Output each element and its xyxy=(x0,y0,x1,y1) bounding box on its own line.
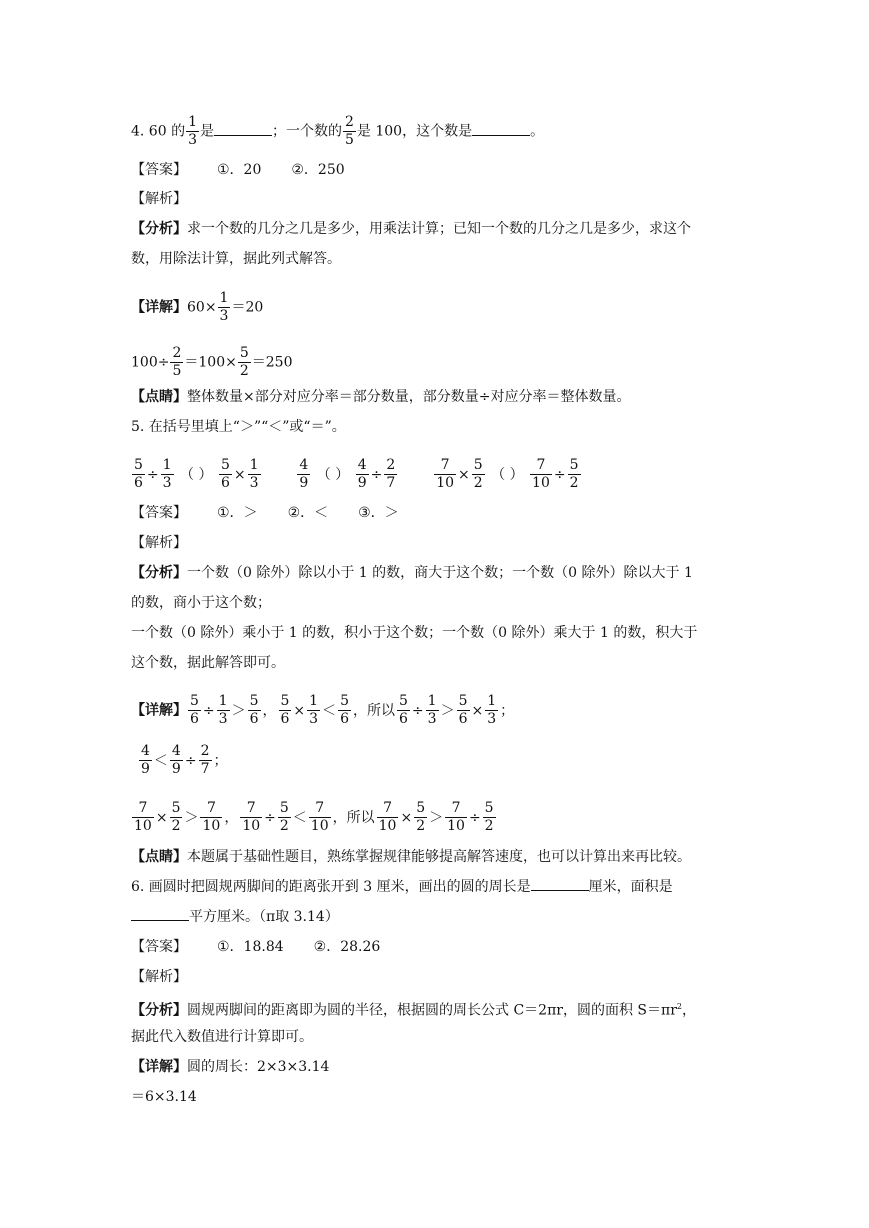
q5-problems: $\frac{5}{6}$ ÷ $\frac{1}{3}$ （ ） $\frac{5}{6}$ × $\frac{1}{3}$ $\frac{4}{9}$ （ ） $\frac{4}{9}$ ÷ $\frac{2}{7}$ $\frac{7}{10}$ × $\frac{5}{2}$ （ ） $\frac{7}{10}$ ÷ $\frac{5}{2}$ xyxy=(134,457,579,491)
compare-paren[interactable]: （ ） xyxy=(316,466,350,483)
answer-blank[interactable] xyxy=(214,123,272,136)
q4-dianjing: 【点睛】整体数量×部分对应分率＝部分数量，部分数量÷对应分率＝整体数量。 xyxy=(131,389,631,405)
q6-fenxi-2: 据此代入数值进行计算即可。 xyxy=(131,1029,313,1045)
q4-answer: 【答案】 ①．20 ②．250 xyxy=(131,162,345,178)
q4-xiangjie-2: 100÷ $\frac{2}{5}$ ＝100× $\frac{5}{2}$ ＝250 xyxy=(131,345,293,379)
fraction: $\frac{2}{5}$ xyxy=(345,114,354,148)
q4-prefix: 4. 60 的 xyxy=(131,123,186,140)
q6-answer: 【答案】 ①．18.84 ②．28.26 xyxy=(131,939,381,955)
q5-fenxi-3: 一个数（0 除外）乘小于 1 的数，积小于这个数；一个数（0 除外）乘大于 1 的数，积大于 xyxy=(131,625,698,641)
q4-fenxi-2: 数，用除法计算，据此列式解答。 xyxy=(131,251,341,267)
q4-fenxi-1: 【分析】求一个数的几分之几是多少，用乘法计算；已知一个数的几分之几是多少，求这个 xyxy=(131,221,691,237)
q4-jiexi: 【解析】 xyxy=(131,191,187,207)
q5-title: 5. 在括号里填上“＞”“＜”或“＝”。 xyxy=(131,419,346,435)
fraction: $\frac{1}{3}$ xyxy=(219,290,229,324)
q5-xiangjie-3: $\frac{7}{10}$ × $\frac{5}{2}$ ＞ $\frac{7}{10}$ ， $\frac{7}{10}$ ÷ $\frac{5}{2}$ ＜ $\frac{7}{10}$ ，所以 $\frac{7}{10}$ × $\frac{5}{2}$ ＞ $\frac{7}{10}$ ÷ $\frac{5}{2}$ xyxy=(134,800,494,834)
q4-line: 4. 60 的 $\frac{1}{3}$ 是 ；一个数的 $\frac{2}{5}$ 是 100，这个数是 。 xyxy=(131,114,545,148)
q5-answer: 【答案】 ①．＞ ②．＜ ③．＞ xyxy=(131,505,399,521)
q6-line-2: 平方厘米。（π取 3.14） xyxy=(131,907,339,927)
compare-paren[interactable]: （ ） xyxy=(180,466,213,483)
q5-jiexi: 【解析】 xyxy=(131,535,187,551)
q4-mid: 是 xyxy=(200,123,214,140)
q6-jiexi: 【解析】 xyxy=(131,969,187,985)
q5-fenxi-4: 这个数，据此解答即可。 xyxy=(131,655,285,671)
answer-blank[interactable] xyxy=(472,123,530,136)
q5-xiangjie-2: $\frac{4}{9}$ ＜ $\frac{4}{9}$ ÷ $\frac{2}{7}$ ； xyxy=(141,743,228,777)
q6-xiangjie-1: 【详解】圆的周长：2×3×3.14 xyxy=(131,1059,330,1075)
compare-paren[interactable]: （ ） xyxy=(491,466,524,483)
q5-dianjing: 【点睛】本题属于基础性题目，熟练掌握规律能够提高解答速度，也可以计算出来再比较。 xyxy=(131,849,691,865)
q6-xiangjie-2: ＝6×3.14 xyxy=(131,1089,197,1105)
q4-xiangjie-1: 【详解】60× $\frac{1}{3}$ ＝20 xyxy=(131,290,264,324)
answer-blank[interactable] xyxy=(131,908,189,921)
q5-fenxi-1: 【分析】一个数（0 除外）除以小于 1 的数，商大于这个数；一个数（0 除外）除以大于 1 xyxy=(131,565,693,581)
fraction: $\frac{5}{2}$ xyxy=(239,345,249,379)
q5-fenxi-2: 的数，商小于这个数； xyxy=(131,595,271,611)
answer-blank[interactable] xyxy=(531,878,589,891)
q6-fenxi-1: 【分析】圆规两脚间的距离即为圆的半径，根据圆的周长公式 C＝2πr，圆的面积 $S=\pi r^2$， xyxy=(131,1002,696,1019)
q5-xiangjie-1: 【详解】 $\frac{5}{6}$ ÷ $\frac{1}{3}$ ＞ $\frac{5}{6}$ ， $\frac{5}{6}$ × $\frac{1}{3}$ ＜ $\frac{5}{6}$ ，所以 $\frac{5}{6}$ ÷ $\frac{1}{3}$ ＞ $\frac{5}{6}$ × $\frac{1}{3}$ ； xyxy=(131,693,515,727)
q6-line-1: 6. 画圆时把圆规两脚间的距离张开到 3 厘米，画出的圆的周长是 厘米，面积是 xyxy=(131,879,673,895)
fraction: $\frac{1}{3}$ xyxy=(188,114,197,148)
fraction: $\frac{2}{5}$ xyxy=(172,345,182,379)
